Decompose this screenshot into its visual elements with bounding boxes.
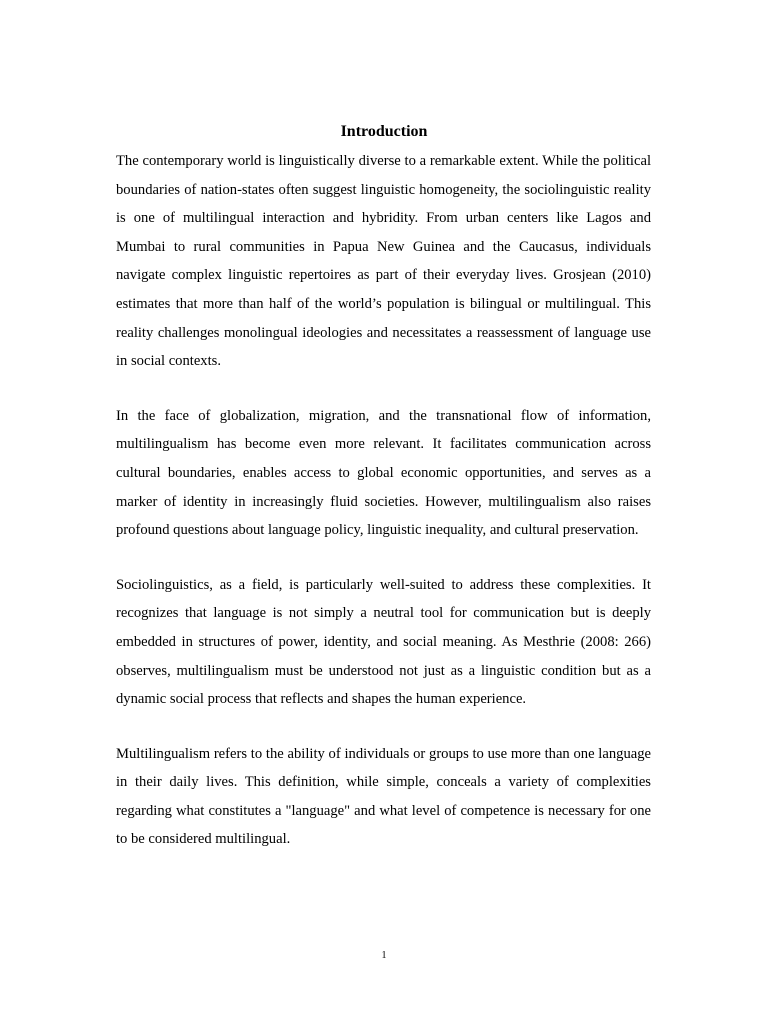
paragraph-4: Multilingualism refers to the ability of individuals or groups to use more than one language in their daily lives. This definition, while simple, conceals a variety of complexities regarding what constitutes a "language" and what level of competence is necessary for one to be considered multilingual. (116, 745, 651, 848)
page-title: Introduction (340, 123, 428, 140)
document-body (116, 147, 651, 880)
page-number: 1 (381, 950, 387, 961)
paragraph-2: In the face of globalization, migration, and the transnational flow of information, multilingualism has become even more relevant. It facilitates communication across cultural boundaries, enables access to global economic opportunities, and serves as a marker of identity in increasingly fluid societies. However, multilingualism also raises profound questions about language policy, linguistic inequality, and cultural preservation. (116, 407, 651, 539)
paragraph-1: The contemporary world is linguistically diverse to a remarkable extent. While the political boundaries of nation-states often suggest linguistic homogeneity, the sociolinguistic reality is one of multilingual interaction and hybridity. From urban centers like Lagos and Mumbai to rural communities in Papua New Guinea and the Caucasus, individuals navigate complex linguistic repertoires as part of their everyday lives. Grosjean (2010) estimates that more than half of the world’s population is bilingual or multilingual. This reality challenges monolingual ideologies and necessitates a reassessment of language use in social contexts. (116, 153, 651, 370)
paragraph-3: Sociolinguistics, as a field, is particularly well-suited to address these complexities. It recognizes that language is not simply a neutral tool for communication but is deeply embedded in structures of power, identity, and social meaning. As Mesthrie (2008: 266) observes, multilingualism must be understood not just as a linguistic condition but as a dynamic social process that reflects and shapes the human experience. (116, 576, 651, 708)
